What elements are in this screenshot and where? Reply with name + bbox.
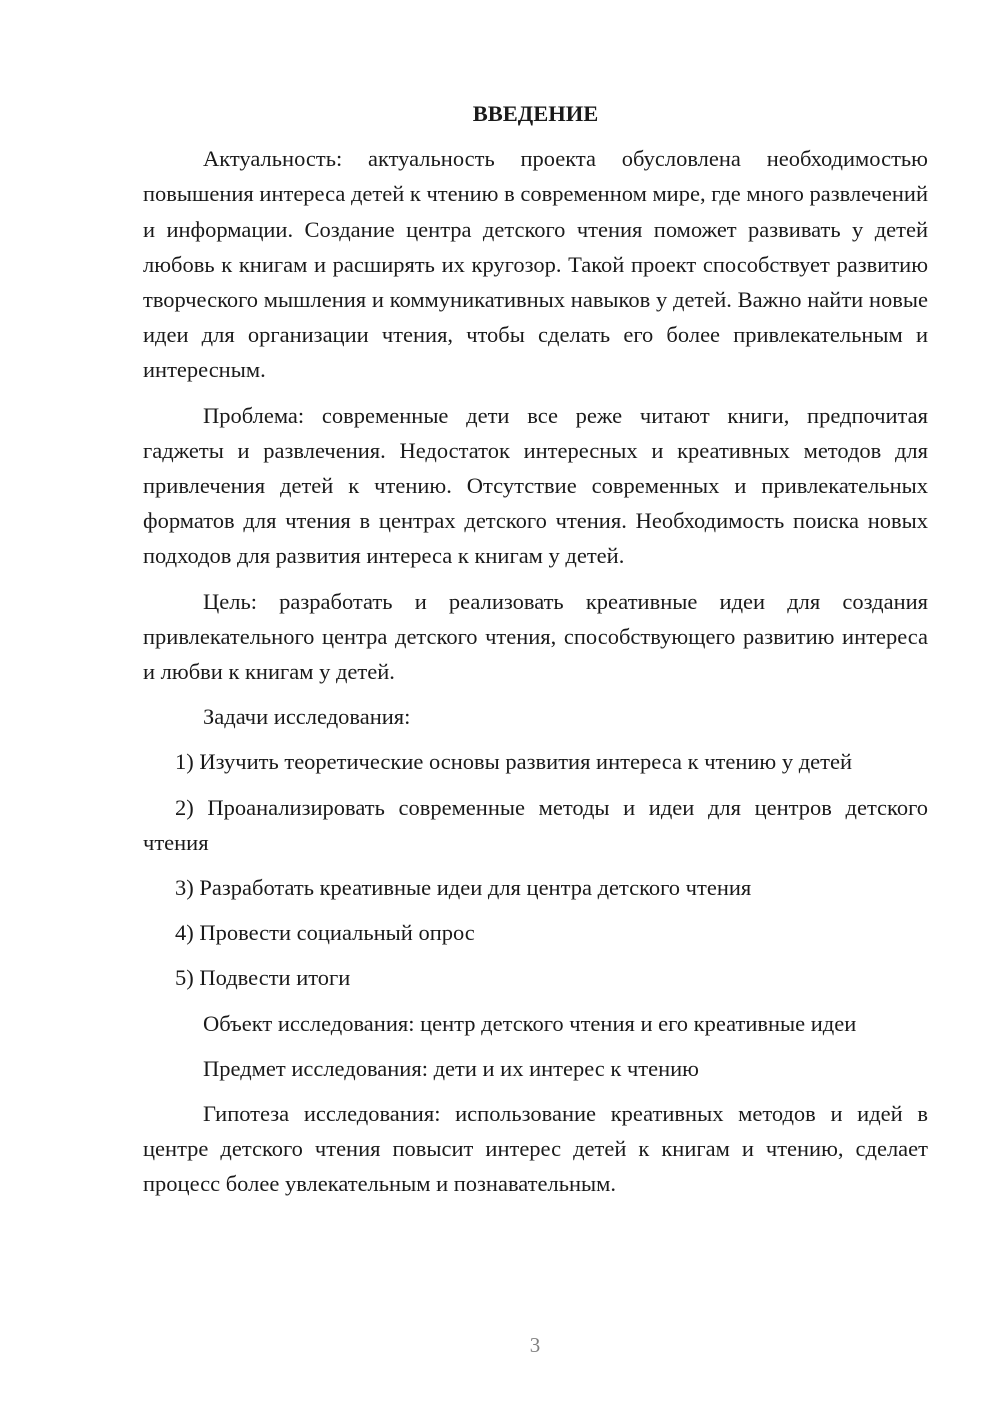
problem-paragraph: Проблема: современные дети все реже читают книги, предпочитая гаджеты и развлечения. Недостаток интересных и креативных методов для привлечения детей к чтению. Отсутствие современных и привлекательных форматов для чтения в центрах детского чтения. Необходимость поиска новых подходов для развития интереса к книгам у детей. — [143, 402, 928, 569]
page-number: 3 — [529, 1333, 541, 1357]
task-item-3: 3) Разработать креативные идеи для центра детского чтения — [175, 875, 752, 901]
task-item-2: 2) Проанализировать современные методы и идеи для центров детского чтения — [143, 794, 928, 855]
tasks-heading: Задачи исследования: — [203, 704, 411, 730]
page-content — [143, 96, 928, 1212]
goal-paragraph: Цель: разработать и реализовать креативные идеи для создания привлекательного центра детского чтения, способствующего развитию интереса и любви к книгам у детей. — [143, 588, 928, 685]
task-item-1: 1) Изучить теоретические основы развития интереса к чтению у детей — [175, 749, 853, 775]
hypothesis-paragraph: Гипотеза исследования: использование креативных методов и идей в центре детского чтения повысит интерес детей к книгам и чтению, сделает процесс более увлекательным и познавательным. — [143, 1101, 928, 1197]
relevance-paragraph: Актуальность: актуальность проекта обусловлена необходимостью повышения интереса детей к чтению в современном мире, где много развлечений и информации. Создание центра детского чтения поможет развивать у детей любовь к книгам и расширять их кругозор. Такой проект способствует развитию творческого мышления и коммуникативных навыков у детей. Важно найти новые идеи для организации чтения, чтобы сделать его более привлекательным и интересным. — [143, 146, 928, 383]
research-subject-paragraph: Предмет исследования: дети и их интерес к чтению — [203, 1055, 699, 1081]
task-item-4: 4) Провести социальный опрос — [175, 920, 475, 946]
section-title: ВВЕДЕНИЕ — [472, 101, 599, 126]
research-object-paragraph: Объект исследования: центр детского чтения и его креативные идеи — [203, 1010, 857, 1036]
task-item-5: 5) Подвести итоги — [175, 965, 351, 991]
